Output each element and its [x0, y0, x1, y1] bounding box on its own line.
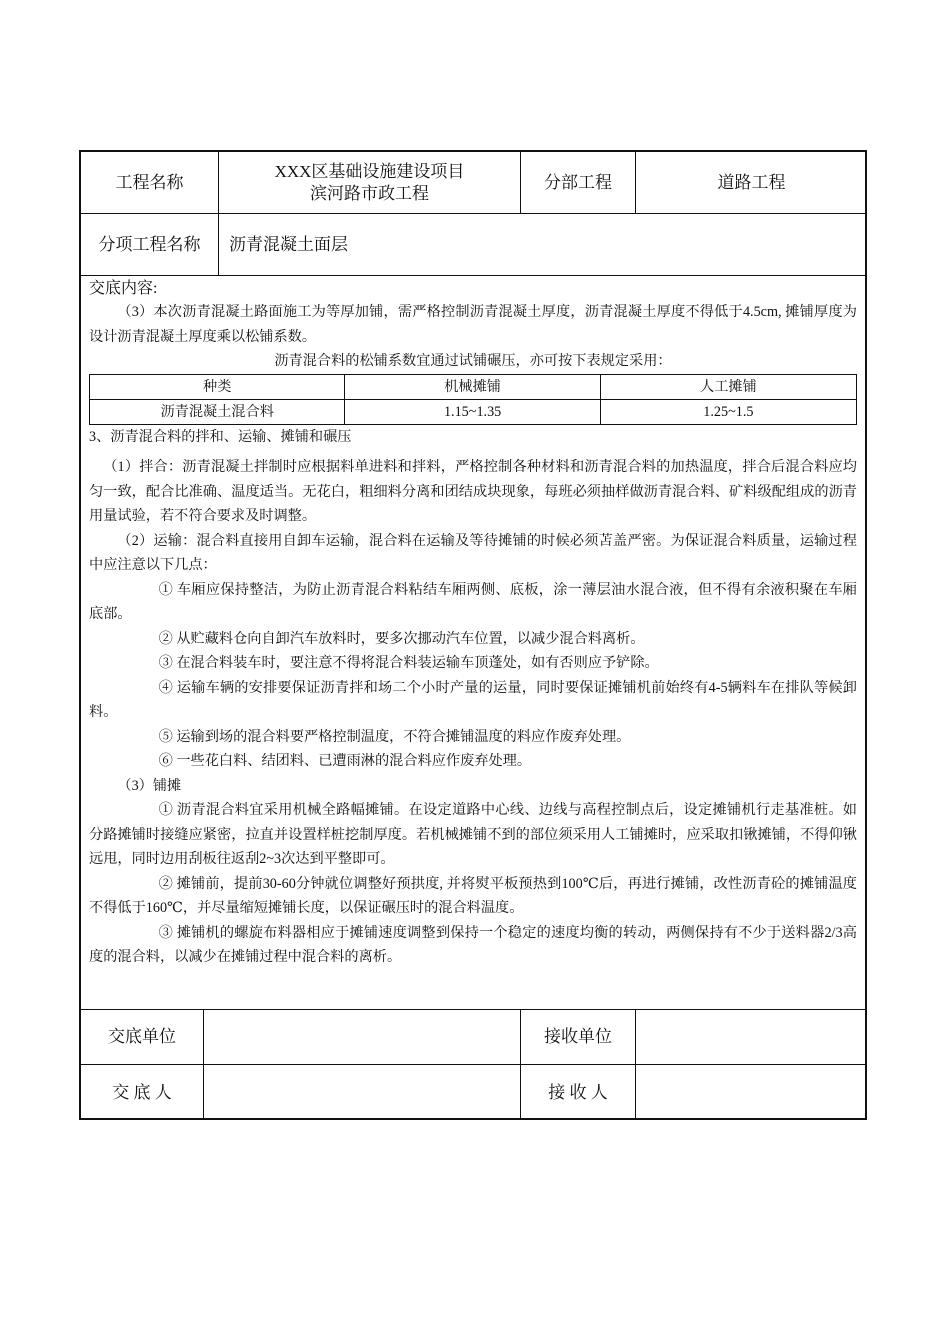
- paragraph-paving: （3）铺摊: [117, 777, 182, 794]
- project-name-line2: 滨河路市政工程: [310, 183, 429, 203]
- project-name-label: 工程名称: [115, 172, 184, 192]
- transport-item: ③ 在混合料装车时，要注意不得将混合料装运输车顶蓬处，如有否则应予铲除。: [158, 655, 659, 671]
- issuer-unit-label: 交底单位: [108, 1027, 176, 1046]
- project-name-value[interactable]: [219, 152, 520, 213]
- paragraph-transport: （2）运输：混合料直接用自卸车运输，混合料在运输及等待摊铺的时候必须苫盖严密。为保证混合料质量，运输过程中应注意以下几点：: [89, 532, 857, 573]
- transport-item: ④ 运输车辆的安排要保证沥青拌和场二个小时产量的运量，同时要保证摊铺机前始终有4-5辆料车在排队等候卸料。: [89, 679, 857, 720]
- paragraph-thickness: （3）本次沥青混凝土路面施工为等厚加铺，需严格控制沥青混凝土厚度，沥青混凝土厚度不得低于4.5cm, 摊铺厚度为设计沥青混凝土厚度乘以松铺系数。: [89, 304, 857, 345]
- table-cell: 1.15~1.35: [345, 399, 600, 424]
- paragraph-mixing: （1）拌合：沥青混凝土拌制时应根据料单进料和拌料，严格控制各种材料和沥青混合料的加热温度，拌合后混合料应均匀一致，配合比准确、温度适当。无花白，粗细料分离和团结成块现象，每班必须抽样做沥青混合料、矿料级配组成的沥青用量试验，若不符合要求及时调整。: [89, 459, 857, 524]
- row-divider: [81, 275, 865, 276]
- disclosure-content: [89, 278, 857, 970]
- paving-item: ② 摊铺前，提前30-60分钟就位调整好预拱度, 并将熨平板预热到100℃后，再进行摊铺，改性沥青砼的摊铺温度不得低于160℃，并尽量缩短摊铺长度，以保证碾压时的混合料温度。: [89, 875, 857, 916]
- paragraph-loose-coef: 沥青混合料的松铺系数宜通过试铺碾压，亦可按下表规定采用：: [274, 353, 672, 369]
- transport-item: ⑤ 运输到场的混合料要严格控制温度，不符合摊铺温度的料应作废弃处理。: [158, 728, 631, 745]
- table-row: [90, 399, 857, 424]
- disclosure-form: [79, 150, 867, 1120]
- receiver-unit-field[interactable]: [636, 1010, 867, 1064]
- division-value[interactable]: 道路工程: [717, 172, 786, 192]
- receiver-person-label: 接 收 人: [548, 1082, 608, 1102]
- issuer-person-field[interactable]: [204, 1065, 520, 1120]
- table-header-cell: 种类: [90, 374, 345, 399]
- table-cell: 沥青混凝土混合料: [90, 399, 345, 424]
- loose-coefficient-table: [89, 374, 857, 425]
- paving-item: ① 沥青混合料宜采用机械全路幅摊铺。在设定道路中心线、边线与高程控制点后，设定摊铺机行走基准桩。如分路摊铺时接缝应紧密，拉直并设置样桩挖制厚度。若机械摊铺不到的部位须采用人工铺摊时，应采取扣锹摊铺，不得仰锹远甩，同时边用刮板往返刮2~3次达到平整即可。: [89, 802, 857, 867]
- issuer-person-label: 交 底 人: [112, 1082, 172, 1102]
- division-label: 分部工程: [544, 172, 612, 192]
- content-title: 交底内容:: [89, 280, 158, 297]
- section-3-title: 3、沥青混合料的拌和、运输、摊铺和碾压: [89, 428, 352, 445]
- subitem-value[interactable]: 沥青混凝土面层: [229, 234, 348, 254]
- receiver-person-field[interactable]: [636, 1065, 867, 1120]
- table-header-cell: 人工摊铺: [600, 374, 856, 399]
- project-name-line1: XXX区基础设施建设项目: [274, 161, 465, 181]
- receiver-unit-label: 接收单位: [544, 1027, 612, 1046]
- transport-item: ⑥ 一些花白料、结团料、已遭雨淋的混合料应作废弃处理。: [158, 753, 532, 769]
- table-header-cell: 机械摊铺: [345, 374, 600, 399]
- transport-item: ① 车厢应保持整洁，为防止沥青混合料粘结车厢两侧、底板，涂一薄层油水混合液，但不得有余液积聚在车厢底部。: [89, 581, 857, 622]
- subitem-label: 分项工程名称: [98, 234, 201, 254]
- table-cell: 1.25~1.5: [600, 399, 856, 424]
- transport-item: ② 从贮藏料仓向自卸汽车放料时，要多次挪动汽车位置，以减少混合料离析。: [158, 630, 645, 647]
- issuer-unit-field[interactable]: [204, 1010, 520, 1064]
- paving-item: ③ 摊铺机的螺旋布料器相应于摊铺速度调整到保持一个稳定的速度均衡的转动，两侧保持有不少于送料器2/3高度的混合料，以减少在摊铺过程中混合料的离析。: [89, 924, 857, 965]
- table-header-row: [90, 374, 857, 399]
